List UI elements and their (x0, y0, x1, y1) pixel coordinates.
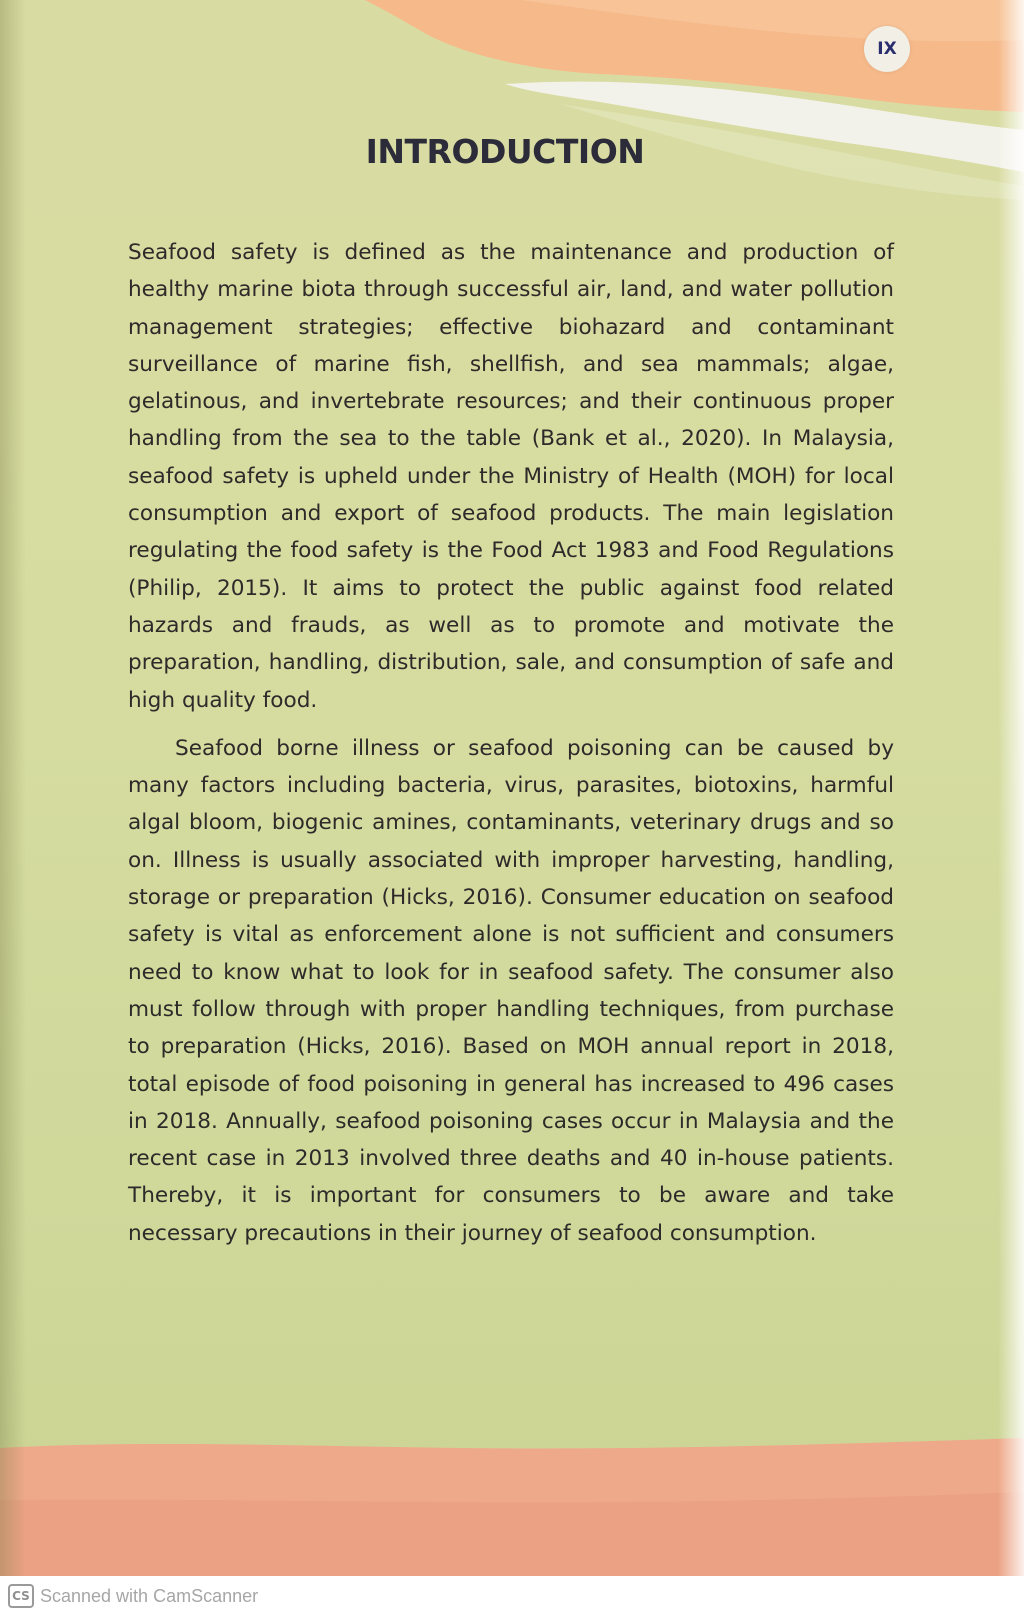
camscanner-footer (0, 1576, 1024, 1616)
bottom-orange-band-shade (0, 1492, 1024, 1576)
camscanner-logo-icon: CS (8, 1584, 34, 1608)
paragraph-seafood-safety-definition: Seafood safety is defined as the maintenance and production of healthy marine biota through successful air, land, and water pollution management strategies; effective biohazard and contaminant surveillance of marine fish, shellfish, and sea mammals; algae, gelatinous, and invertebrate resources; and their continuous proper handling from the sea to the table (Bank et al., 2020). In Malaysia, seafood safety is upheld under the Ministry of Health (MOH) for local consumption and export of seafood products. The main legislation regulating the food safety is the Food Act 1983 and Food Regulations (Philip, 2015). It aims to protect the public against food related hazards and frauds, as well as to promote and motivate the preparation, handling, distribution, sale, and consumption of safe and high quality food. (128, 240, 894, 713)
page-title: INTRODUCTION (365, 132, 645, 171)
page-right-edge (998, 0, 1024, 1576)
camscanner-watermark: Scanned with CamScanner (40, 1586, 259, 1606)
page-left-shadow (0, 0, 26, 1576)
paragraph-seafood-poisoning: Seafood borne illness or seafood poisoning can be caused by many factors including bacteria, virus, parasites, biotoxins, harmful algal bloom, biogenic amines, contaminants, veterinary drugs and so on. Illness is usually associated with improper harvesting, handling, storage or preparation (Hicks, 2016). Consumer education on seafood safety is vital as enforcement alone is not sufficient and consumers need to know what to look for in seafood safety. The consumer also must follow through with proper handling techniques, from purchase to preparation (Hicks, 2016). Based on MOH annual report in 2018, total episode of food poisoning in general has increased to 496 cases in 2018. Annually, seafood poisoning cases occur in Malaysia and the recent case in 2013 involved three deaths and 40 in-house patients. Thereby, it is important for consumers to be aware and take necessary precautions in their journey of seafood consumption. (128, 735, 894, 1246)
page-number: IX (864, 26, 910, 72)
body-text (128, 234, 894, 1252)
